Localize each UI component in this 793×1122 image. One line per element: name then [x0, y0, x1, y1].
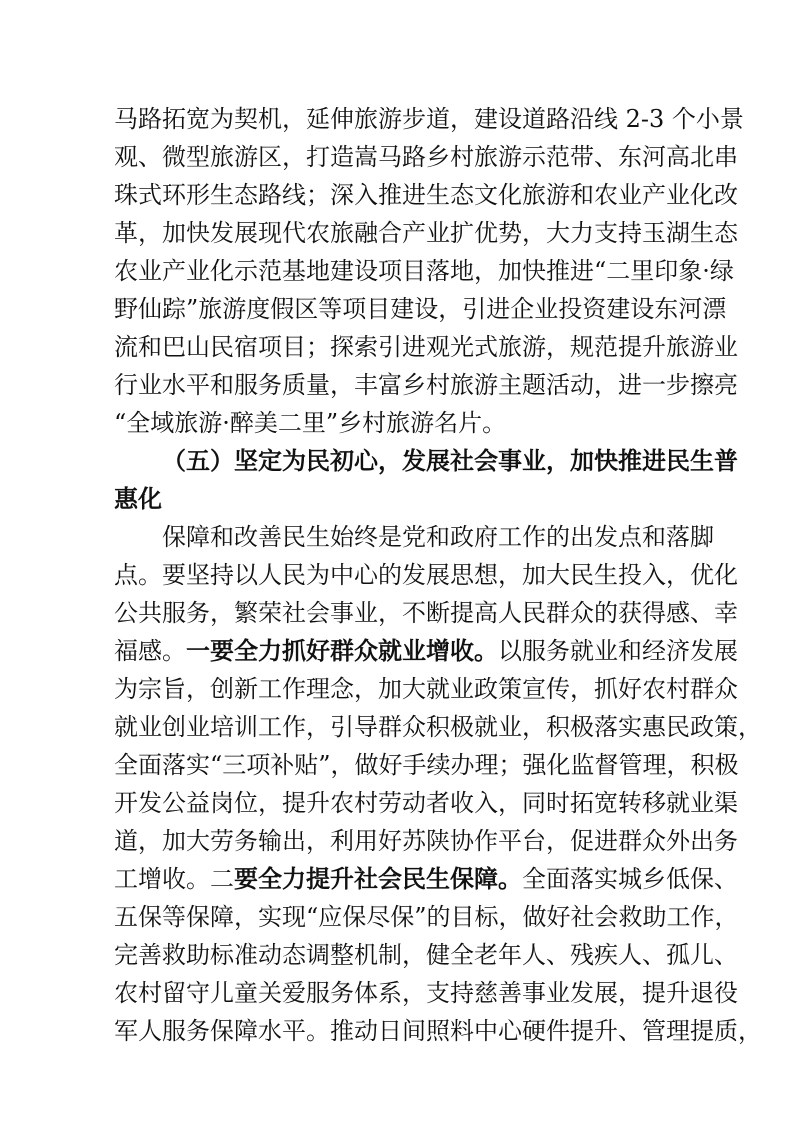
body-line: 农村留守儿童关爱服务体系，支持慈善事业发展，提升退役 — [114, 979, 738, 1007]
body-line: 军人服务保障水平。推动日间照料中心硬件提升、管理提质， — [114, 1017, 762, 1045]
body-line: 革，加快发展现代农旅融合产业扩优势，大力支持玉湖生态 — [114, 219, 738, 247]
body-line: “全域旅游·醉美二里”乡村旅游名片。 — [114, 409, 507, 437]
body-line: 马路拓宽为契机，延伸旅游步道，建设道路沿线 2-3 个小景 — [114, 105, 744, 133]
body-line: 为宗旨，创新工作理念，加大就业政策宣传，抓好农村群众 — [114, 675, 738, 703]
body-line: 行业水平和服务质量，丰富乡村旅游主题活动，进一步擦亮 — [114, 371, 738, 399]
text-run: 以服务就业和经济发展 — [498, 637, 738, 665]
body-line: 农业产业化示范基地建设项目落地，加快推进“二里印象·绿 — [114, 257, 734, 285]
body-line-mixed — [114, 632, 738, 670]
body-line: 公共服务，繁荣社会事业，不断提高人民群众的获得感、幸 — [114, 599, 738, 627]
body-line: 全面落实“三项补贴”，做好手续办理；强化监督管理，积极 — [114, 751, 739, 779]
body-line: 流和巴山民宿项目；探索引进观光式旅游，规范提升旅游业 — [114, 333, 738, 361]
body-line: 道，加大劳务输出，利用好苏陕协作平台，促进群众外出务 — [114, 827, 738, 855]
body-line: 完善救助标准动态调整机制，健全老年人、残疾人、孤儿、 — [114, 941, 738, 969]
body-line: 五保等保障，实现“应保尽保”的目标，做好社会救助工作， — [114, 903, 739, 931]
bold-run: 要全力提升社会民生保障。 — [234, 864, 522, 893]
body-line: 观、微型旅游区，打造嵩马路乡村旅游示范带、东河高北串 — [114, 143, 738, 171]
body-line: 就业创业培训工作，引导群众积极就业，积极落实惠民政策， — [114, 713, 762, 741]
section-heading: （五）坚定为民初心，发展社会事业，加快推进民生普 — [162, 446, 738, 475]
body-line: 点。要坚持以人民为中心的发展思想，加大民生投入，优化 — [114, 561, 738, 589]
body-line-mixed — [114, 860, 738, 898]
body-line: 珠式环形生态路线；深入推进生态文化旅游和农业产业化改 — [114, 181, 738, 209]
body-line: 野仙踪”旅游度假区等项目建设，引进企业投资建设东河漂 — [114, 295, 727, 323]
body-line: 保障和改善民生始终是党和政府工作的出发点和落脚 — [162, 523, 714, 551]
body-line: 开发公益岗位，提升农村劳动者收入，同时拓宽转移就业渠 — [114, 789, 738, 817]
text-run: 全面落实城乡低保、 — [522, 865, 738, 893]
text-run: 工增收。二 — [114, 865, 234, 893]
text-run: 福感。 — [114, 637, 186, 665]
section-heading-cont: 惠化 — [114, 484, 162, 513]
bold-run: 一要全力抓好群众就业增收。 — [186, 636, 498, 665]
